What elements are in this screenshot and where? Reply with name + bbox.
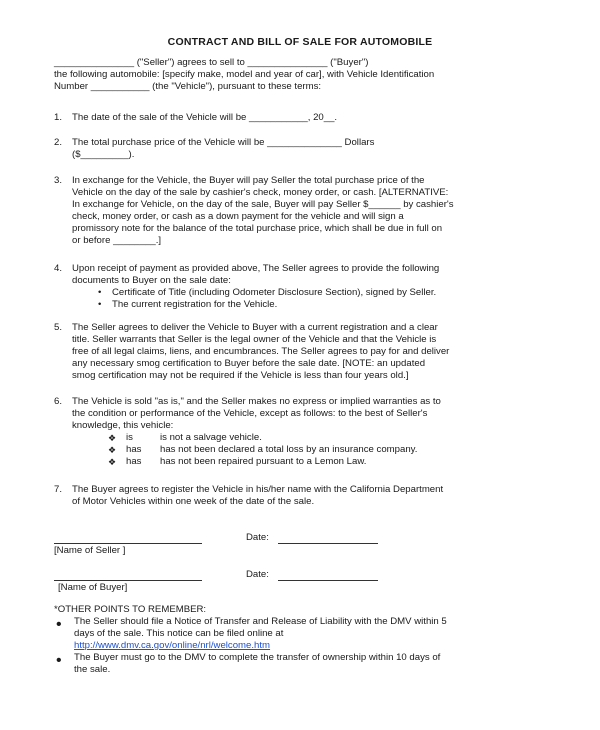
clause-line: any necessary smog certification to Buyer before the sale date. [NOTE: an updated <box>72 358 426 369</box>
document-title: CONTRACT AND BILL OF SALE FOR AUTOMOBILE <box>167 36 433 48</box>
clause-3 <box>54 175 554 247</box>
buyer-date-label: Date: <box>246 569 269 580</box>
clause-6 <box>54 396 554 468</box>
reminder-line: • The Seller should file a Notice of Transfer and Release of Liability with the DMV within 5 <box>74 616 447 627</box>
seller-name-label: [Name of Seller ] <box>54 545 126 556</box>
condition-blank-word: has <box>126 444 142 455</box>
clause-line: Vehicle on the day of the sale by cashier's check, money order, or cash. [ALTERNATIVE: <box>72 187 449 198</box>
clause-number: 1. <box>54 112 63 123</box>
condition-blank-word: has <box>126 456 142 467</box>
dmv-link[interactable]: http://www.dmv.ca.gov/online/nrl/welcome.htm <box>74 640 271 651</box>
list-item: • Certificate of Title (including Odometer Disclosure Section), signed by Seller. <box>98 287 554 299</box>
seller-signature-line <box>54 543 202 544</box>
intro-line: Number ___________ (the "Vehicle"), pursuant to these terms: <box>54 81 322 92</box>
clause-number: 7. <box>54 484 63 495</box>
clause-7 <box>54 484 554 508</box>
clause-line: free of all legal claims, liens, and encumbrances. The Seller agrees to pay for and deliver <box>72 346 450 357</box>
clause-line: documents to Buyer on the sale date: <box>72 275 231 286</box>
clause-line: The Seller agrees to deliver the Vehicle to Buyer with a current registration and a clear <box>72 322 438 333</box>
reminder-list <box>54 616 554 676</box>
other-points-heading: *OTHER POINTS TO REMEMBER: <box>54 604 207 615</box>
condition-list <box>108 432 554 468</box>
condition-text: has not been declared a total loss by an insurance company. <box>160 444 418 455</box>
reminder-item <box>54 616 554 652</box>
clause-line: smog certification may not be required if the Vehicle is less than four years old.] <box>72 370 409 381</box>
reminder-line: days of the sale. This notice can be filed online at <box>74 628 284 639</box>
reminder-item <box>54 652 554 676</box>
intro-line: the following automobile: [specify make, model and year of car], with Vehicle Identification <box>54 69 435 80</box>
clause-number: 2. <box>54 137 63 148</box>
clause-line: check, money order, or cash as a down payment for the vehicle and will sign a <box>72 211 404 222</box>
clause-line: or before ________.] <box>72 235 162 246</box>
clause-line: In exchange for the Vehicle, the Buyer will pay Seller the total purchase price of the <box>72 175 425 186</box>
clause-number: 5. <box>54 322 63 333</box>
document-list <box>98 287 554 311</box>
condition-blank-word: is <box>126 432 133 443</box>
clause-line: title. Seller warrants that Seller is the legal owner of the Vehicle and that the Vehicle is <box>72 334 437 345</box>
clause-2 <box>54 137 554 161</box>
clause-line: ($_________). <box>72 149 135 160</box>
clause-number: 3. <box>54 175 63 186</box>
reminder-line: • The Buyer must go to the DMV to complete the transfer of ownership within 10 days of <box>74 652 441 663</box>
intro-line: _______________ ("Seller") agrees to sell to _______________ ("Buyer") <box>54 57 369 68</box>
clause-line: knowledge, this vehicle: <box>72 420 174 431</box>
clause-line: promissory note for the balance of the total purchase price, which shall be due in full on <box>72 223 443 234</box>
buyer-name-label: [Name of Buyer] <box>58 582 128 593</box>
buyer-date-line <box>278 580 378 581</box>
clause-4 <box>54 263 554 311</box>
condition-text: is not a salvage vehicle. <box>160 432 262 443</box>
clause-number: 4. <box>54 263 63 274</box>
other-points-section <box>54 604 554 676</box>
seller-date-label: Date: <box>246 532 269 543</box>
clause-line: In exchange for Vehicle, on the day of the sale, Buyer will pay Seller $______ by cashier's <box>72 199 454 210</box>
condition-item <box>108 456 554 468</box>
seller-date-line <box>278 543 378 544</box>
clause-5 <box>54 322 554 382</box>
clause-line: The total purchase price of the Vehicle will be ______________ Dollars <box>72 137 375 148</box>
clause-line: The Buyer agrees to register the Vehicle in his/her name with the California Department <box>72 484 444 495</box>
condition-item <box>108 432 554 444</box>
clause-line: the condition or performance of the Vehicle, except as follows: to the best of Seller's <box>72 408 428 419</box>
buyer-signature-line <box>54 580 202 581</box>
condition-text: has not been repaired pursuant to a Lemon Law. <box>160 456 367 467</box>
clause-line: of Motor Vehicles within one week of the date of the sale. <box>72 496 315 507</box>
clause-line: Upon receipt of payment as provided above, The Seller agrees to provide the following <box>72 263 440 274</box>
intro-paragraph <box>54 57 434 93</box>
condition-item <box>108 444 554 456</box>
list-item: • The current registration for the Vehicle. <box>98 299 554 311</box>
clause-line: The Vehicle is sold "as is," and the Seller makes no express or implied warranties as to <box>72 396 441 407</box>
reminder-line: the sale. <box>74 664 111 675</box>
clause-line: The date of the sale of the Vehicle will be ___________, 20__. <box>72 112 338 123</box>
clause-number: 6. <box>54 396 63 407</box>
clause-1 <box>54 112 554 124</box>
